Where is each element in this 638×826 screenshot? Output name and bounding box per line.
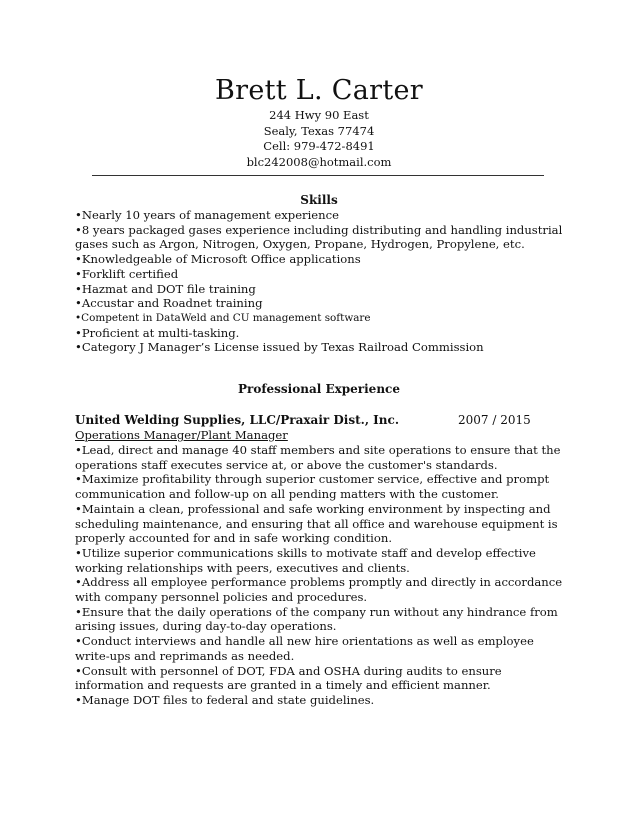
list-item: •8 years packaged gases experience including distributing and handling industrial gases such as Argon, Nitrogen, Oxygen, Propane, Hydrogen, Propylene, etc. bbox=[75, 222, 563, 252]
job-position: Operations Manager/Plant Manager bbox=[75, 428, 288, 442]
list-item: •Maximize profitability through superior customer service, effective and prompt communication and follow-up on all pending matters with the customer. bbox=[75, 472, 550, 502]
cell-phone: Cell: 979-472-8491 bbox=[263, 139, 375, 153]
list-item: •Manage DOT files to federal and state guidelines. bbox=[75, 692, 375, 707]
list-item: •Utilize superior communications skills to motivate staff and develop effective working relationships with peers, executives and clients. bbox=[75, 545, 536, 575]
employment-dates: 2007 / 2015 bbox=[458, 413, 531, 427]
list-item: •Conduct interviews and handle all new hire orientations as well as employee write-ups and reprimands as needed. bbox=[75, 634, 534, 663]
experience-list bbox=[75, 443, 565, 708]
address-line-1: 244 Hwy 90 East bbox=[269, 108, 369, 122]
resume-header bbox=[0, 74, 638, 170]
candidate-name: Brett L. Carter bbox=[214, 75, 423, 106]
skills-list bbox=[75, 208, 565, 355]
list-item: •Hazmat and DOT file training bbox=[75, 281, 256, 296]
list-item: •Category J Manager’s License issued by Texas Railroad Commission bbox=[75, 340, 484, 355]
list-item: •Knowledgeable of Microsoft Office applications bbox=[75, 252, 361, 267]
experience-heading: Professional Experience bbox=[238, 382, 400, 396]
address-line-2: Sealy, Texas 77474 bbox=[263, 123, 375, 138]
list-item: •Consult with personnel of DOT, FDA and OSHA during audits to ensure information and requests are granted in a timely and efficient manner. bbox=[75, 663, 502, 693]
list-item: •Maintain a clean, professional and safe working environment by inspecting and scheduling maintenance, and ensuring that all office and warehouse equipment is properly accounted for and in safe working condition. bbox=[75, 501, 558, 546]
list-item: •Lead, direct and manage 40 staff members and site operations to ensure that the operations staff executes service at, or above the customer's standards. bbox=[75, 443, 561, 472]
list-item: •Proficient at multi-tasking. bbox=[75, 325, 240, 340]
list-item: •Competent in DataWeld and CU management software bbox=[75, 311, 371, 324]
list-item: •Nearly 10 years of management experience bbox=[75, 208, 339, 222]
list-item: •Address all employee performance problems promptly and directly in accordance with company personnel policies and procedures. bbox=[75, 575, 563, 605]
header-divider bbox=[92, 175, 544, 176]
list-item: •Ensure that the daily operations of the company run without any hindrance from arising issues, during day-to-day operations. bbox=[75, 604, 558, 634]
list-item: •Forklift certified bbox=[75, 266, 179, 281]
company-name: United Welding Supplies, LLC/Praxair Dist., Inc. bbox=[75, 413, 399, 427]
email-address: blc242008@hotmail.com bbox=[246, 154, 392, 169]
skills-heading: Skills bbox=[300, 193, 338, 207]
list-item: •Accustar and Roadnet training bbox=[75, 296, 263, 311]
